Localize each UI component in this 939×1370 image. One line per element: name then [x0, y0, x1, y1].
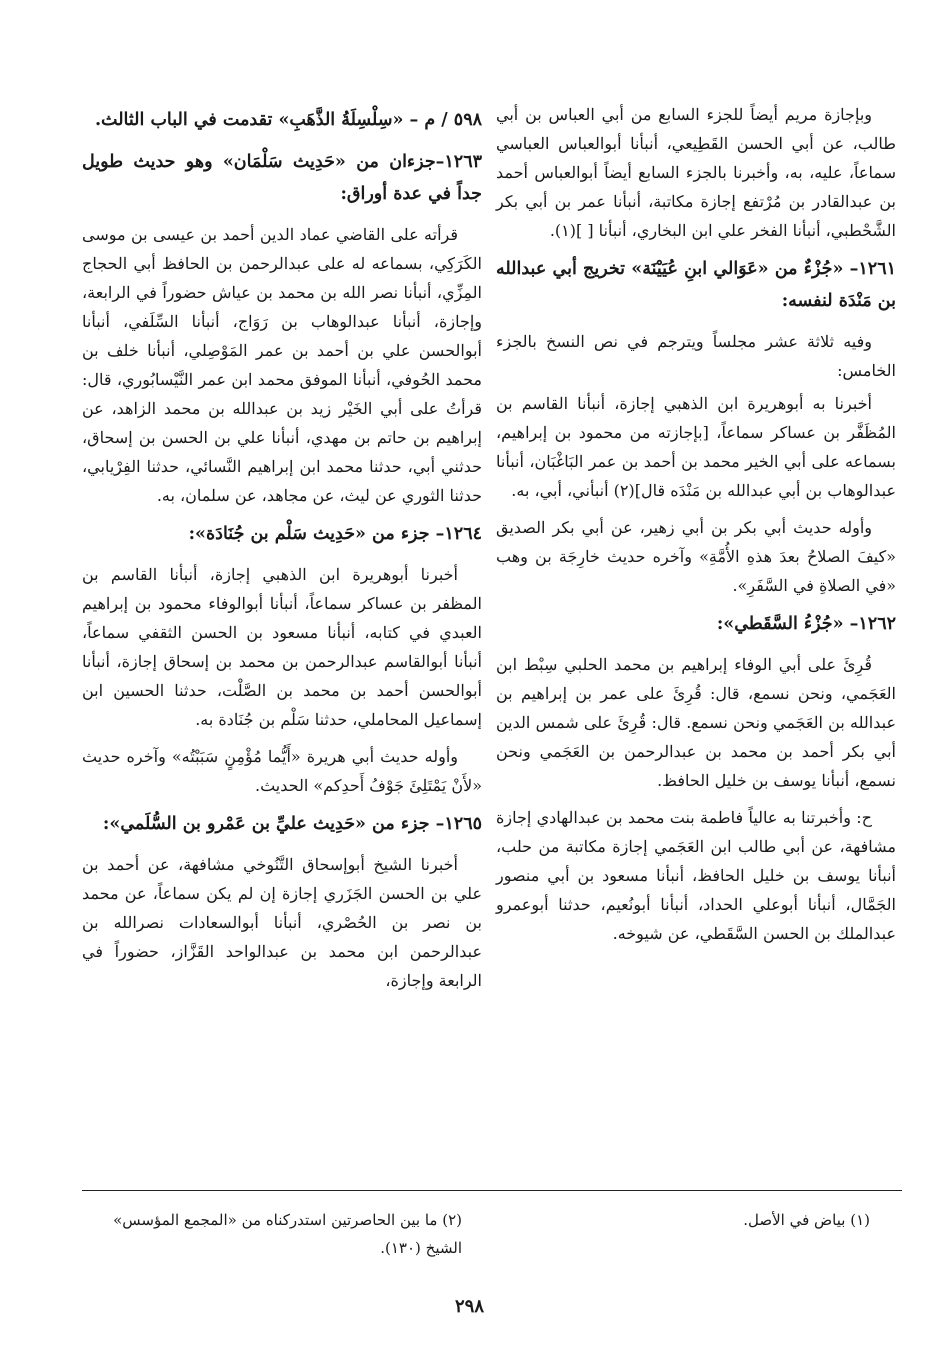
paragraph: وأوله حديث أبي بكر بن أبي زهير، عن أبي بكر الصديق «كيفَ الصلاحُ بعدَ هذهِ الأُمَّةِ» وآخره حديث خارِجَة بن وهب «في الصلاةِ في السَّفَرِ». [496, 518, 896, 595]
entry-heading-598: ٥٩٨ / م – «سِلْسِلَةُ الذَّهَبِ» تقدمت في الباب الثالث. [94, 110, 482, 130]
left-column [82, 100, 482, 1003]
paragraph: قُرِئَ على أبي الوفاء إبراهيم بن محمد الحلبي سِبْط ابن العَجَمي، ونحن نسمع، قال: قُرِئَ على عمر بن إبراهيم بن عبدالله بن العَجَمي ونحن نسمع. قال: قُرِئَ على شمس الدين أبي بكر أحمد بن محمد بن عبدالرحمن بن العَجَمي ونحن نسمع، أنبأنا يوسف بن خليل الحافظ. [496, 655, 896, 790]
right-column [496, 100, 896, 956]
footnote-divider [82, 1190, 902, 1191]
entry-heading-1262: ١٢٦٢– «جُزْءُ السَّقَطي»: [716, 614, 896, 634]
paragraph: أخبرنا أبوهريرة ابن الذهبي إجازة، أنبأنا القاسم بن المظفر بن عساكر سماعاً، أنبأنا أبوالوفاء محمود بن إبراهيم العبدي في كتابه، أنبأنا مسعود بن الحسن الثقفي سماعاً، أنبأنا أبوالقاسم عبدالرحمن بن محمد بن إسحاق إجازة، أنبأنا أبوالحسن أحمد بن محمد بن الصَّلْت، حدثنا الحسين ابن إسماعيل المحاملي، حدثنا سَلْم بن جُنَادة به. [82, 565, 482, 729]
entry-heading-1263: ١٢٦٣–جزءان من «حَدِيث سَلْمَان» وهو حديث طويل جداً في عدة أوراق: [82, 152, 482, 204]
footnote-2: (٢) ما بين الحاصرتين استدركناه من «المجمع المؤسس» الشيخ (١٣٠). [113, 1211, 462, 1257]
entry-heading-1261: ١٢٦١– «جُزْءٌ من «عَوَالي ابنِ عُيَيْنَة» تخريج أبي عبدالله بن مَنْدَة لنفسه: [496, 259, 896, 311]
paragraph: وبإجازة مريم أيضاً للجزء السابع من أبي العباس بن أبي طالب، عن أبي الحسن القَطِيعي، أنبأنا أبوالعباس العباسي سماعاً، عليه، به، وأخبرنا بالجزء السابع أيضاً أبوالعباس أحمد بن عبدالقادر بن مُرْتفع إجازة مكاتبة، أنبأنا عمر بن أبي بكر الشَّحْطبي، أنبأنا الفخر علي ابن البخاري، أنبأنا [ ](١). [496, 105, 896, 240]
entry-heading-1264: ١٢٦٤– جزء من «حَدِيث سَلْم بن جُنَادَة»: [188, 524, 482, 544]
paragraph: أخبرنا الشيخ أبوإسحاق التَّنُوخي مشافهة، عن أحمد بن علي بن الحسن الجَزَري إجازة إن لم يكن سماعاً، عن محمد بن نصر بن الحُصْري، أنبأنا أبوالسعادات نصرالله بن عبدالرحمن ابن محمد بن عبدالواحد القَزَّاز، حضوراً في الرابعة وإجازة، [82, 855, 482, 990]
paragraph: ح: وأخبرتنا به عالياً فاطمة بنت محمد بن عبدالهادي إجازة مشافهة، عن أبي طالب ابن العَجَمي إجازة مكاتبة من حلب، أنبأنا يوسف بن خليل الحافظ، أنبأنا مسعود بن أبي منصور الجَمَّال، أنبأنا أبوعلي الحداد، أنبأنا أبونُعيم، حدثنا أبوعمرو عبدالملك بن الحسن السَّقَطي، عن شيوخه. [496, 808, 896, 943]
footnote-1: (١) بياض في الأصل. [743, 1211, 870, 1229]
page-number: ٢٩٨ [454, 1296, 484, 1317]
paragraph: قرأته على القاضي عماد الدين أحمد بن عيسى بن موسى الكَرَكِي، بسماعه له على عبدالرحمن بن الحافظ أبي الحجاج المِزِّي، أنبأنا نصر الله بن محمد بن عياش حضوراً في الرابعة، وإجازة، أنبأنا عبدالوهاب بن رَوَاج، أنبأنا السِّلَفي، أنبأنا أبوالحسن علي بن أحمد بن عمر المَوْصِلي، أنبأنا خلف بن محمد الحُوفي، أنبأنا الموفق محمد ابن عمر النَّيْسابُوري، قال: قرأتُ على أبي الخَيْر زيد بن عبدالله بن محمد الزاهد، عن إبراهيم بن حاتم بن مهدي، أنبأنا علي بن الحسن بن إسحاق، حدثني أبي، حدثنا محمد ابن إبراهيم النَّسائي، حدثنا الفِرْيابي، حدثنا الثوري عن ليث، عن مجاهد، عن سلمان، به. [82, 225, 482, 505]
paragraph: أخبرنا به أبوهريرة ابن الذهبي إجازة، أنبأنا القاسم بن المُظَفَّر بن عساكر سماعاً، [بإجازته من محمود بن إبراهيم، بسماعه على أبي الخير محمد بن أحمد بن عمر البَاغْبَان، أنبأنا عبدالوهاب بن أبي عبدالله بن مَنْدَه قال](٢) أنبأني، أبي، به. [496, 394, 896, 500]
entry-heading-1265: ١٢٦٥– جزء من «حَدِيث عليِّ بن عَمْرو بن السُّلَمي»: [102, 814, 482, 834]
paragraph: وأوله حديث أبي هريرة «أَيُّما مُؤْمِنٍ سَبَبْتُه» وآخره حديث «لأَنْ يَمْتَلِئَ جَوْفُ أَحدِكم» الحديث. [82, 747, 482, 795]
paragraph: وفيه ثلاثة عشر مجلساً ويترجم في نص النسخ بالجزء الخامس: [496, 332, 896, 380]
